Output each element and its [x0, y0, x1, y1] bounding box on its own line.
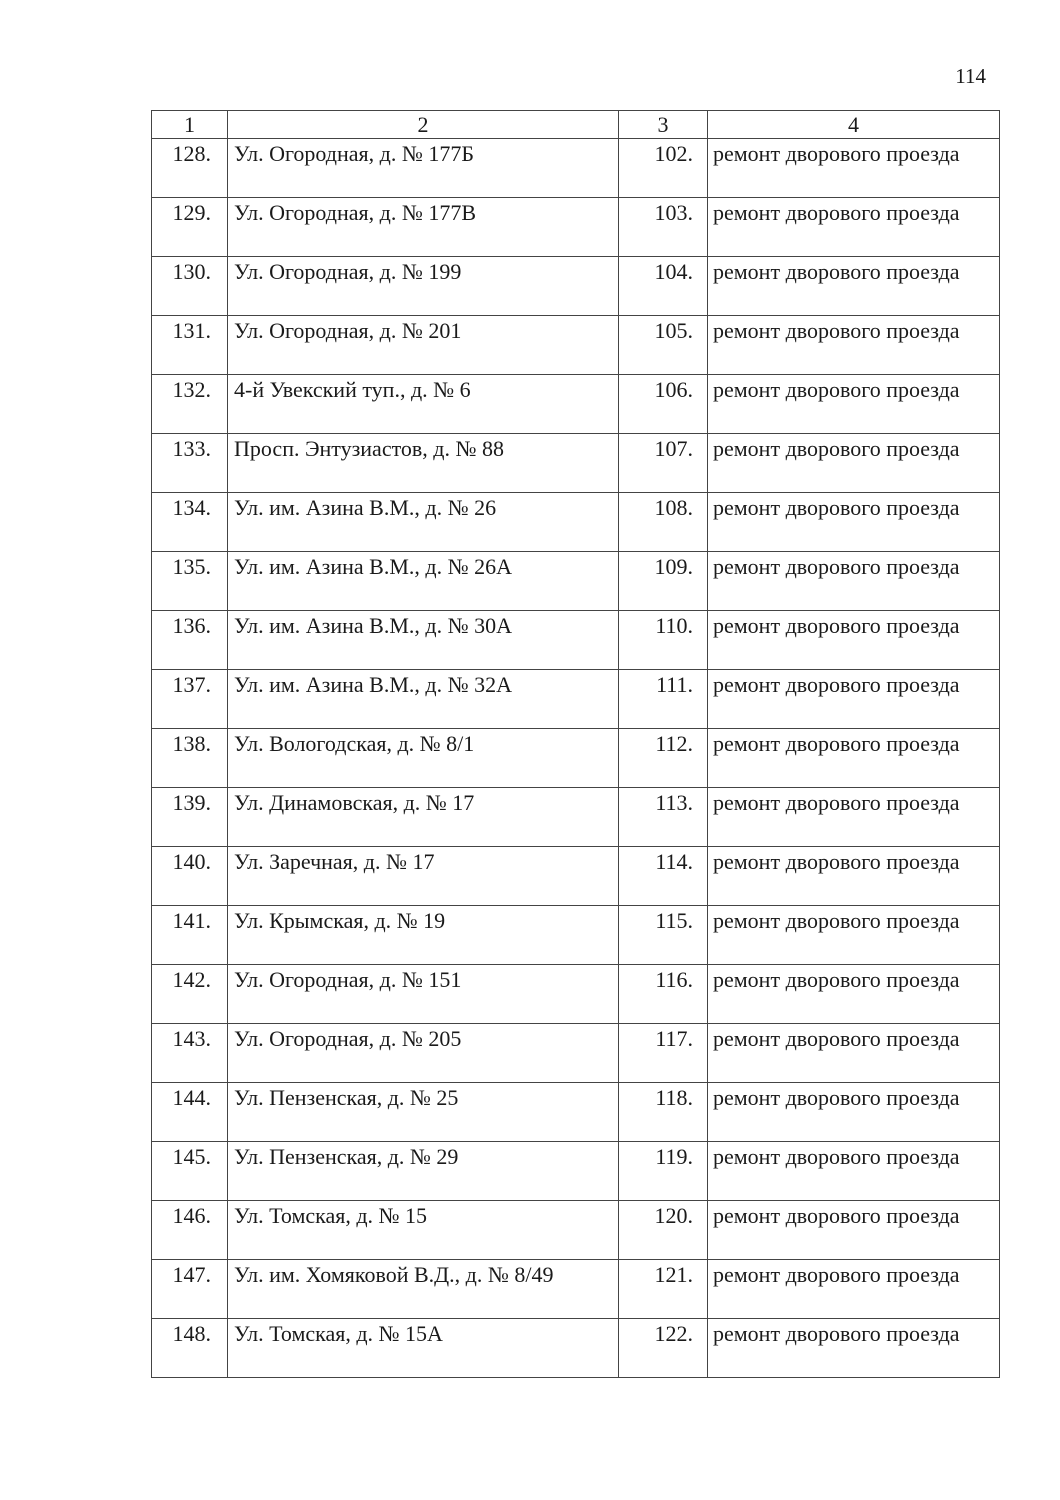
table-row: [152, 493, 1000, 552]
row-number: 138.: [152, 729, 228, 788]
row-order-number: 103.: [619, 198, 708, 257]
row-address: Ул. Огородная, д. № 201: [228, 316, 619, 375]
row-order-number: 108.: [619, 493, 708, 552]
row-order-number: 118.: [619, 1083, 708, 1142]
row-address: Ул. Пензенская, д. № 25: [228, 1083, 619, 1142]
row-work-type: ремонт дворового проезда: [708, 729, 1000, 788]
row-work-type: ремонт дворового проезда: [708, 1083, 1000, 1142]
row-address: Ул. Вологодская, д. № 8/1: [228, 729, 619, 788]
row-order-number: 106.: [619, 375, 708, 434]
row-work-type: ремонт дворового проезда: [708, 1201, 1000, 1260]
row-number: 135.: [152, 552, 228, 611]
table-row: [152, 316, 1000, 375]
row-work-type: ремонт дворового проезда: [708, 552, 1000, 611]
row-work-type: ремонт дворового проезда: [708, 257, 1000, 316]
row-work-type: ремонт дворового проезда: [708, 906, 1000, 965]
table-row: [152, 139, 1000, 198]
row-number: 137.: [152, 670, 228, 729]
row-order-number: 105.: [619, 316, 708, 375]
row-number: 140.: [152, 847, 228, 906]
header-col-3: 3: [619, 111, 708, 139]
row-number: 141.: [152, 906, 228, 965]
table-row: [152, 1260, 1000, 1319]
table-row: [152, 1319, 1000, 1378]
row-order-number: 111.: [619, 670, 708, 729]
row-order-number: 119.: [619, 1142, 708, 1201]
row-address: Ул. Заречная, д. № 17: [228, 847, 619, 906]
row-order-number: 113.: [619, 788, 708, 847]
row-work-type: ремонт дворового проезда: [708, 965, 1000, 1024]
page-number: 114: [955, 64, 986, 88]
table-row: [152, 1201, 1000, 1260]
row-address: Ул. им. Азина В.М., д. № 26: [228, 493, 619, 552]
row-work-type: ремонт дворового проезда: [708, 1142, 1000, 1201]
row-order-number: 109.: [619, 552, 708, 611]
address-table: [151, 110, 1000, 1378]
table-row: [152, 1024, 1000, 1083]
table-body: [152, 139, 1000, 1378]
table-row: [152, 965, 1000, 1024]
header-col-2: 2: [228, 111, 619, 139]
row-address: Просп. Энтузиастов, д. № 88: [228, 434, 619, 493]
row-number: 143.: [152, 1024, 228, 1083]
header-row: [152, 111, 1000, 139]
row-number: 132.: [152, 375, 228, 434]
row-order-number: 110.: [619, 611, 708, 670]
row-address: Ул. Пензенская, д. № 29: [228, 1142, 619, 1201]
row-address: Ул. им. Азина В.М., д. № 32А: [228, 670, 619, 729]
table-row: [152, 1142, 1000, 1201]
row-address: Ул. Огородная, д. № 177Б: [228, 139, 619, 198]
table-row: [152, 670, 1000, 729]
table-row: [152, 847, 1000, 906]
row-number: 131.: [152, 316, 228, 375]
row-order-number: 112.: [619, 729, 708, 788]
row-work-type: ремонт дворового проезда: [708, 434, 1000, 493]
row-number: 139.: [152, 788, 228, 847]
table-row: [152, 434, 1000, 493]
row-address: Ул. им. Хомяковой В.Д., д. № 8/49: [228, 1260, 619, 1319]
row-number: 129.: [152, 198, 228, 257]
row-work-type: ремонт дворового проезда: [708, 611, 1000, 670]
row-work-type: ремонт дворового проезда: [708, 847, 1000, 906]
row-order-number: 102.: [619, 139, 708, 198]
row-address: Ул. им. Азина В.М., д. № 30А: [228, 611, 619, 670]
table-row: [152, 257, 1000, 316]
row-order-number: 114.: [619, 847, 708, 906]
row-order-number: 121.: [619, 1260, 708, 1319]
row-number: 133.: [152, 434, 228, 493]
table-header: [152, 111, 1000, 139]
row-order-number: 116.: [619, 965, 708, 1024]
row-number: 148.: [152, 1319, 228, 1378]
row-address: Ул. Томская, д. № 15А: [228, 1319, 619, 1378]
row-order-number: 107.: [619, 434, 708, 493]
table-row: [152, 552, 1000, 611]
row-address: Ул. Томская, д. № 15: [228, 1201, 619, 1260]
row-number: 136.: [152, 611, 228, 670]
row-number: 128.: [152, 139, 228, 198]
row-work-type: ремонт дворового проезда: [708, 1260, 1000, 1319]
row-order-number: 120.: [619, 1201, 708, 1260]
table-row: [152, 788, 1000, 847]
row-work-type: ремонт дворового проезда: [708, 316, 1000, 375]
row-address: Ул. Динамовская, д. № 17: [228, 788, 619, 847]
table-row: [152, 198, 1000, 257]
header-col-1: 1: [152, 111, 228, 139]
row-address: Ул. Огородная, д. № 177В: [228, 198, 619, 257]
row-address: Ул. Огородная, д. № 199: [228, 257, 619, 316]
row-work-type: ремонт дворового проезда: [708, 1024, 1000, 1083]
row-number: 145.: [152, 1142, 228, 1201]
table-row: [152, 611, 1000, 670]
row-number: 130.: [152, 257, 228, 316]
table-row: [152, 906, 1000, 965]
row-order-number: 115.: [619, 906, 708, 965]
table-row: [152, 375, 1000, 434]
row-address: 4-й Увекский туп., д. № 6: [228, 375, 619, 434]
row-number: 146.: [152, 1201, 228, 1260]
row-address: Ул. Огородная, д. № 151: [228, 965, 619, 1024]
row-work-type: ремонт дворового проезда: [708, 198, 1000, 257]
row-order-number: 122.: [619, 1319, 708, 1378]
row-address: Ул. Огородная, д. № 205: [228, 1024, 619, 1083]
row-address: Ул. им. Азина В.М., д. № 26А: [228, 552, 619, 611]
row-work-type: ремонт дворового проезда: [708, 788, 1000, 847]
row-order-number: 117.: [619, 1024, 708, 1083]
row-work-type: ремонт дворового проезда: [708, 139, 1000, 198]
row-number: 134.: [152, 493, 228, 552]
header-col-4: 4: [708, 111, 1000, 139]
row-address: Ул. Крымская, д. № 19: [228, 906, 619, 965]
row-work-type: ремонт дворового проезда: [708, 375, 1000, 434]
row-work-type: ремонт дворового проезда: [708, 1319, 1000, 1378]
row-number: 147.: [152, 1260, 228, 1319]
row-work-type: ремонт дворового проезда: [708, 493, 1000, 552]
row-order-number: 104.: [619, 257, 708, 316]
table-row: [152, 729, 1000, 788]
table-row: [152, 1083, 1000, 1142]
row-number: 144.: [152, 1083, 228, 1142]
row-work-type: ремонт дворового проезда: [708, 670, 1000, 729]
row-number: 142.: [152, 965, 228, 1024]
